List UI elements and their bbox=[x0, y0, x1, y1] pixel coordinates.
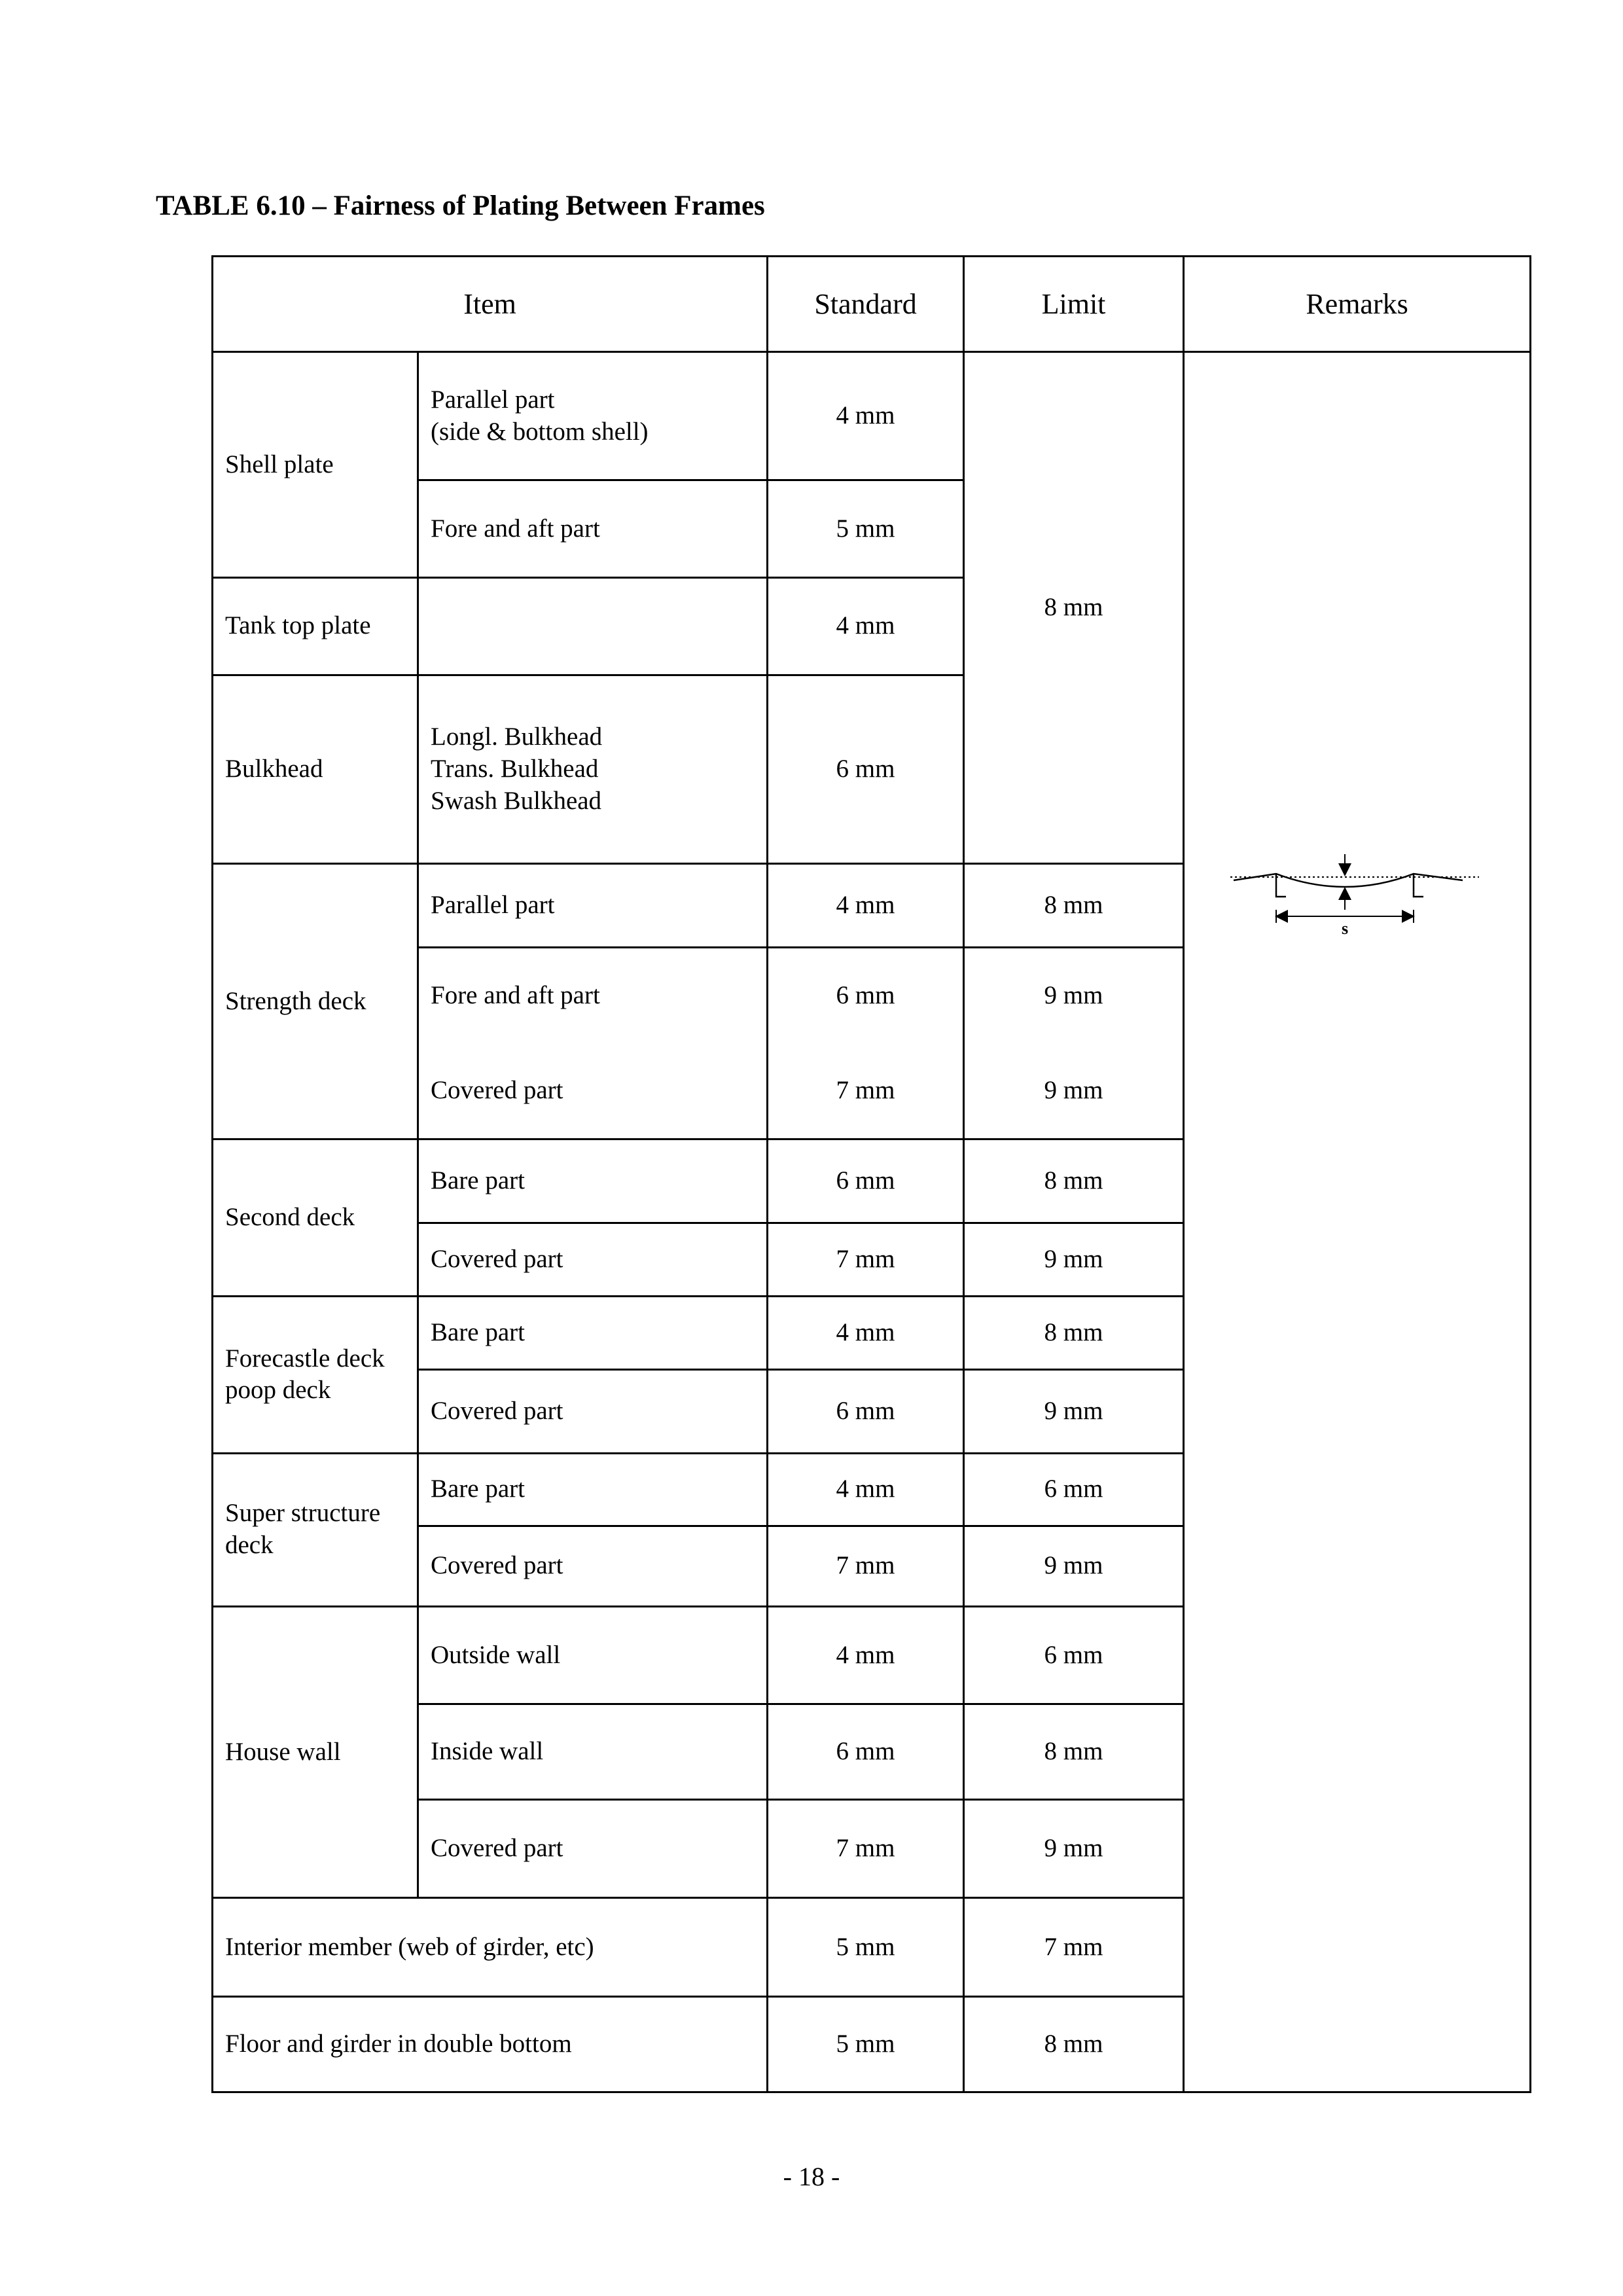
sub-item-line: Parallel part bbox=[431, 386, 555, 414]
standard-value: 6 mm bbox=[768, 675, 964, 863]
sub-item: Parallel part bbox=[418, 864, 768, 948]
sub-item: Fore and aft part bbox=[418, 480, 768, 577]
standard-value: 6 mm bbox=[768, 948, 964, 1043]
standard-value: 4 mm bbox=[768, 577, 964, 675]
header-standard: Standard bbox=[768, 257, 964, 352]
span-label: s bbox=[1341, 919, 1349, 938]
sub-item: Fore and aft part bbox=[418, 948, 768, 1043]
limit-value: 9 mm bbox=[964, 1223, 1184, 1297]
header-row bbox=[213, 257, 1531, 352]
limit-value: 8 mm bbox=[964, 1704, 1184, 1800]
row-label-interior-member: Interior member (web of girder, etc) bbox=[213, 1898, 768, 1996]
sub-item: Bare part bbox=[418, 1453, 768, 1526]
row-label-forecastle-deck bbox=[213, 1297, 418, 1453]
standard-value: 7 mm bbox=[768, 1800, 964, 1898]
sub-item bbox=[418, 352, 768, 480]
limit-value: 8 mm bbox=[964, 1297, 1184, 1370]
limit-value: 8 mm bbox=[964, 1996, 1184, 2092]
limit-value: 9 mm bbox=[964, 1043, 1184, 1139]
header-item: Item bbox=[213, 257, 768, 352]
standard-value: 5 mm bbox=[768, 1898, 964, 1996]
standard-value: 4 mm bbox=[768, 1297, 964, 1370]
standard-value: 6 mm bbox=[768, 1370, 964, 1453]
sub-item bbox=[418, 675, 768, 863]
sub-item: Bare part bbox=[418, 1139, 768, 1223]
fairness-table bbox=[211, 255, 1531, 2093]
standard-value: 6 mm bbox=[768, 1139, 964, 1223]
limit-value: 9 mm bbox=[964, 1800, 1184, 1898]
sub-item-line: Trans. Bulkhead bbox=[431, 755, 599, 783]
sub-item: Covered part bbox=[418, 1370, 768, 1453]
plate-deflection-diagram bbox=[1230, 848, 1479, 952]
sub-item-line: (side & bottom shell) bbox=[431, 417, 649, 446]
sub-item: Inside wall bbox=[418, 1704, 768, 1800]
standard-value: 6 mm bbox=[768, 1704, 964, 1800]
sub-item-line: Longl. Bulkhead bbox=[431, 723, 603, 751]
plate-line bbox=[1234, 874, 1463, 887]
page-number: - 18 - bbox=[783, 2162, 840, 2191]
standard-value: 7 mm bbox=[768, 1526, 964, 1606]
standard-value: 4 mm bbox=[768, 1606, 964, 1704]
row-label-tank-top: Tank top plate bbox=[213, 577, 418, 675]
limit-value: 9 mm bbox=[964, 948, 1184, 1043]
row-label-line: poop deck bbox=[225, 1376, 331, 1405]
limit-value: 8 mm bbox=[964, 1139, 1184, 1223]
limit-value: 8 mm bbox=[964, 864, 1184, 948]
limit-value: 6 mm bbox=[964, 1606, 1184, 1704]
table-title: TABLE 6.10 – Fairness of Plating Between Frames bbox=[156, 190, 765, 221]
standard-value: 4 mm bbox=[768, 864, 964, 948]
sub-item: Covered part bbox=[418, 1526, 768, 1606]
sub-item: Covered part bbox=[418, 1043, 768, 1139]
limit-value: 9 mm bbox=[964, 1370, 1184, 1453]
row-label-bulkhead: Bulkhead bbox=[213, 675, 418, 863]
limit-value-merged: 8 mm bbox=[964, 352, 1184, 864]
standard-value: 4 mm bbox=[768, 352, 964, 480]
remarks-cell bbox=[1184, 352, 1531, 2092]
row-label-line: Forecastle deck bbox=[225, 1344, 385, 1372]
standard-value: 7 mm bbox=[768, 1043, 964, 1139]
header-limit: Limit bbox=[964, 257, 1184, 352]
standard-value: 7 mm bbox=[768, 1223, 964, 1297]
limit-value: 7 mm bbox=[964, 1898, 1184, 1996]
sub-item: Covered part bbox=[418, 1800, 768, 1898]
row-label-line: deck bbox=[225, 1531, 274, 1560]
sub-item-line: Swash Bulkhead bbox=[431, 786, 602, 815]
sub-item: Outside wall bbox=[418, 1606, 768, 1704]
row-label-floor-girder: Floor and girder in double bottom bbox=[213, 1996, 768, 2092]
row-label-house-wall: House wall bbox=[213, 1606, 418, 1898]
sub-item-empty bbox=[418, 577, 768, 675]
row-label-superstructure-deck bbox=[213, 1453, 418, 1606]
limit-value: 9 mm bbox=[964, 1526, 1184, 1606]
row-label-shell-plate: Shell plate bbox=[213, 352, 418, 577]
row-label-strength-deck: Strength deck bbox=[213, 864, 418, 1139]
table-row bbox=[213, 352, 1531, 480]
standard-value: 5 mm bbox=[768, 480, 964, 577]
row-label-second-deck: Second deck bbox=[213, 1139, 418, 1296]
limit-value: 6 mm bbox=[964, 1453, 1184, 1526]
standard-value: 4 mm bbox=[768, 1453, 964, 1526]
row-label-line: Super structure bbox=[225, 1499, 381, 1528]
header-remarks: Remarks bbox=[1184, 257, 1531, 352]
sub-item: Covered part bbox=[418, 1223, 768, 1297]
sub-item: Bare part bbox=[418, 1297, 768, 1370]
standard-value: 5 mm bbox=[768, 1996, 964, 2092]
